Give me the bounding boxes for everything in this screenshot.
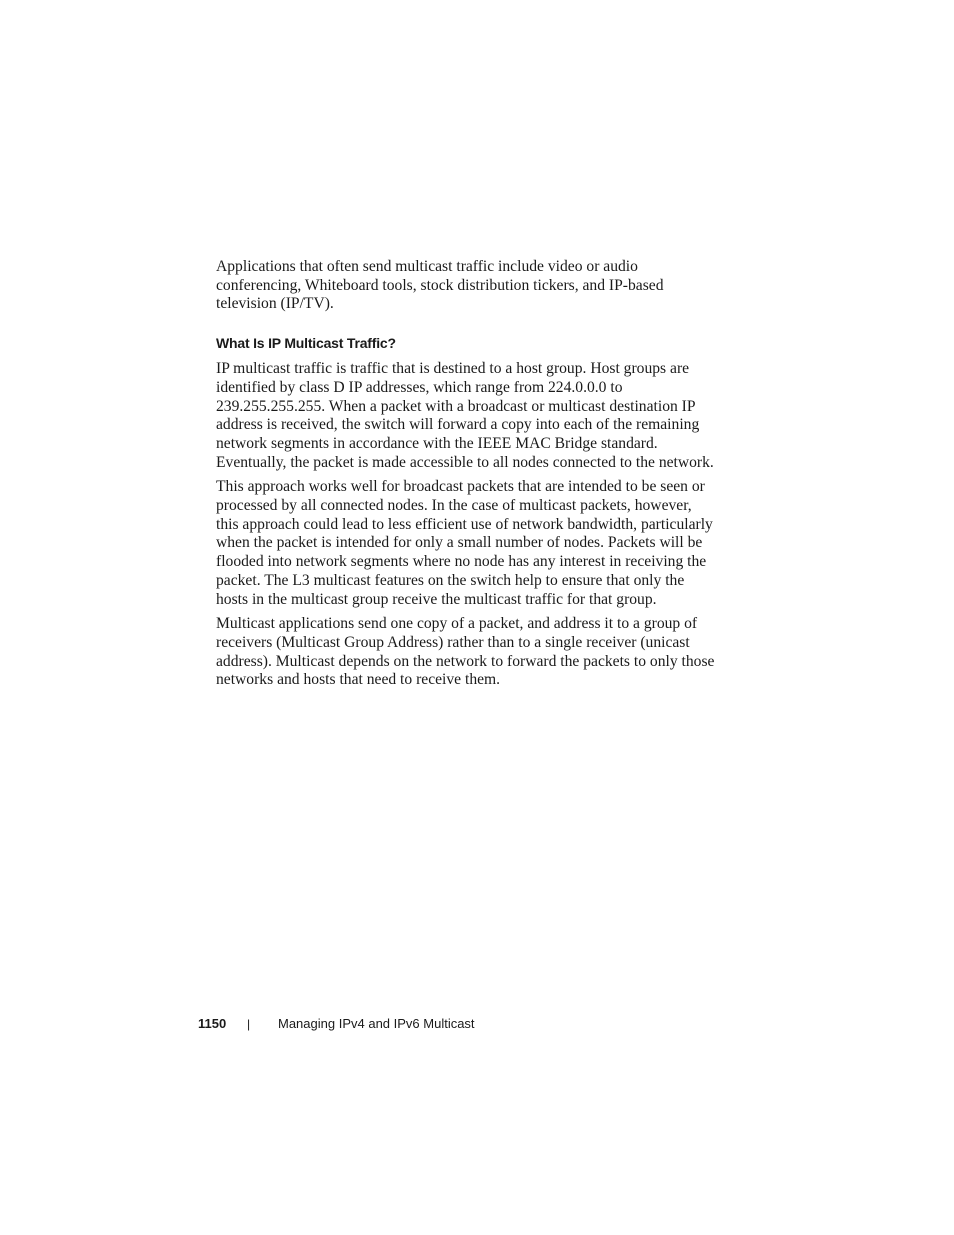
intro-paragraph: Applications that often send multicast traffic include video or audio conferencing, Whiteboard tools, stock distribution tickers, and IP-based television (IP/TV). [216,258,664,313]
section-heading: What Is IP Multicast Traffic? [216,335,396,352]
footer-separator: | [247,1017,251,1031]
page-number: 1150 [198,1016,227,1031]
body-paragraph-2: This approach works well for broadcast packets that are intended to be seen or processed by all connected nodes. In the case of multicast packets, however, this approach could lead to less efficient use of network bandwidth, particularly when the packet is intended for only a small number of nodes. Packets will be flooded into network segments where no node has any interest in receiving the packet. The L3 multicast features on the switch help to ensure that only the hosts in the multicast group receive the multicast traffic for that group. [216,478,713,608]
body-paragraph-1: IP multicast traffic is traffic that is destined to a host group. Host groups are identified by class D IP addresses, which range from 224.0.0.0 to 239.255.255.255. When a packet with a broadcast or multicast destination IP address is received, the switch will forward a copy into each of the remaining network segments in accordance with the IEEE MAC Bridge standard. Eventually, the packet is made accessible to all nodes connected to the network. [216,360,714,471]
page-content [216,258,716,690]
body-paragraph-3: Multicast applications send one copy of a packet, and address it to a group of receivers (Multicast Group Address) rather than to a single receiver (unicast address). Multicast depends on the network to forward the packets to only those networks and hosts that need to receive them. [216,615,715,689]
chapter-title: Managing IPv4 and IPv6 Multicast [278,1016,475,1031]
